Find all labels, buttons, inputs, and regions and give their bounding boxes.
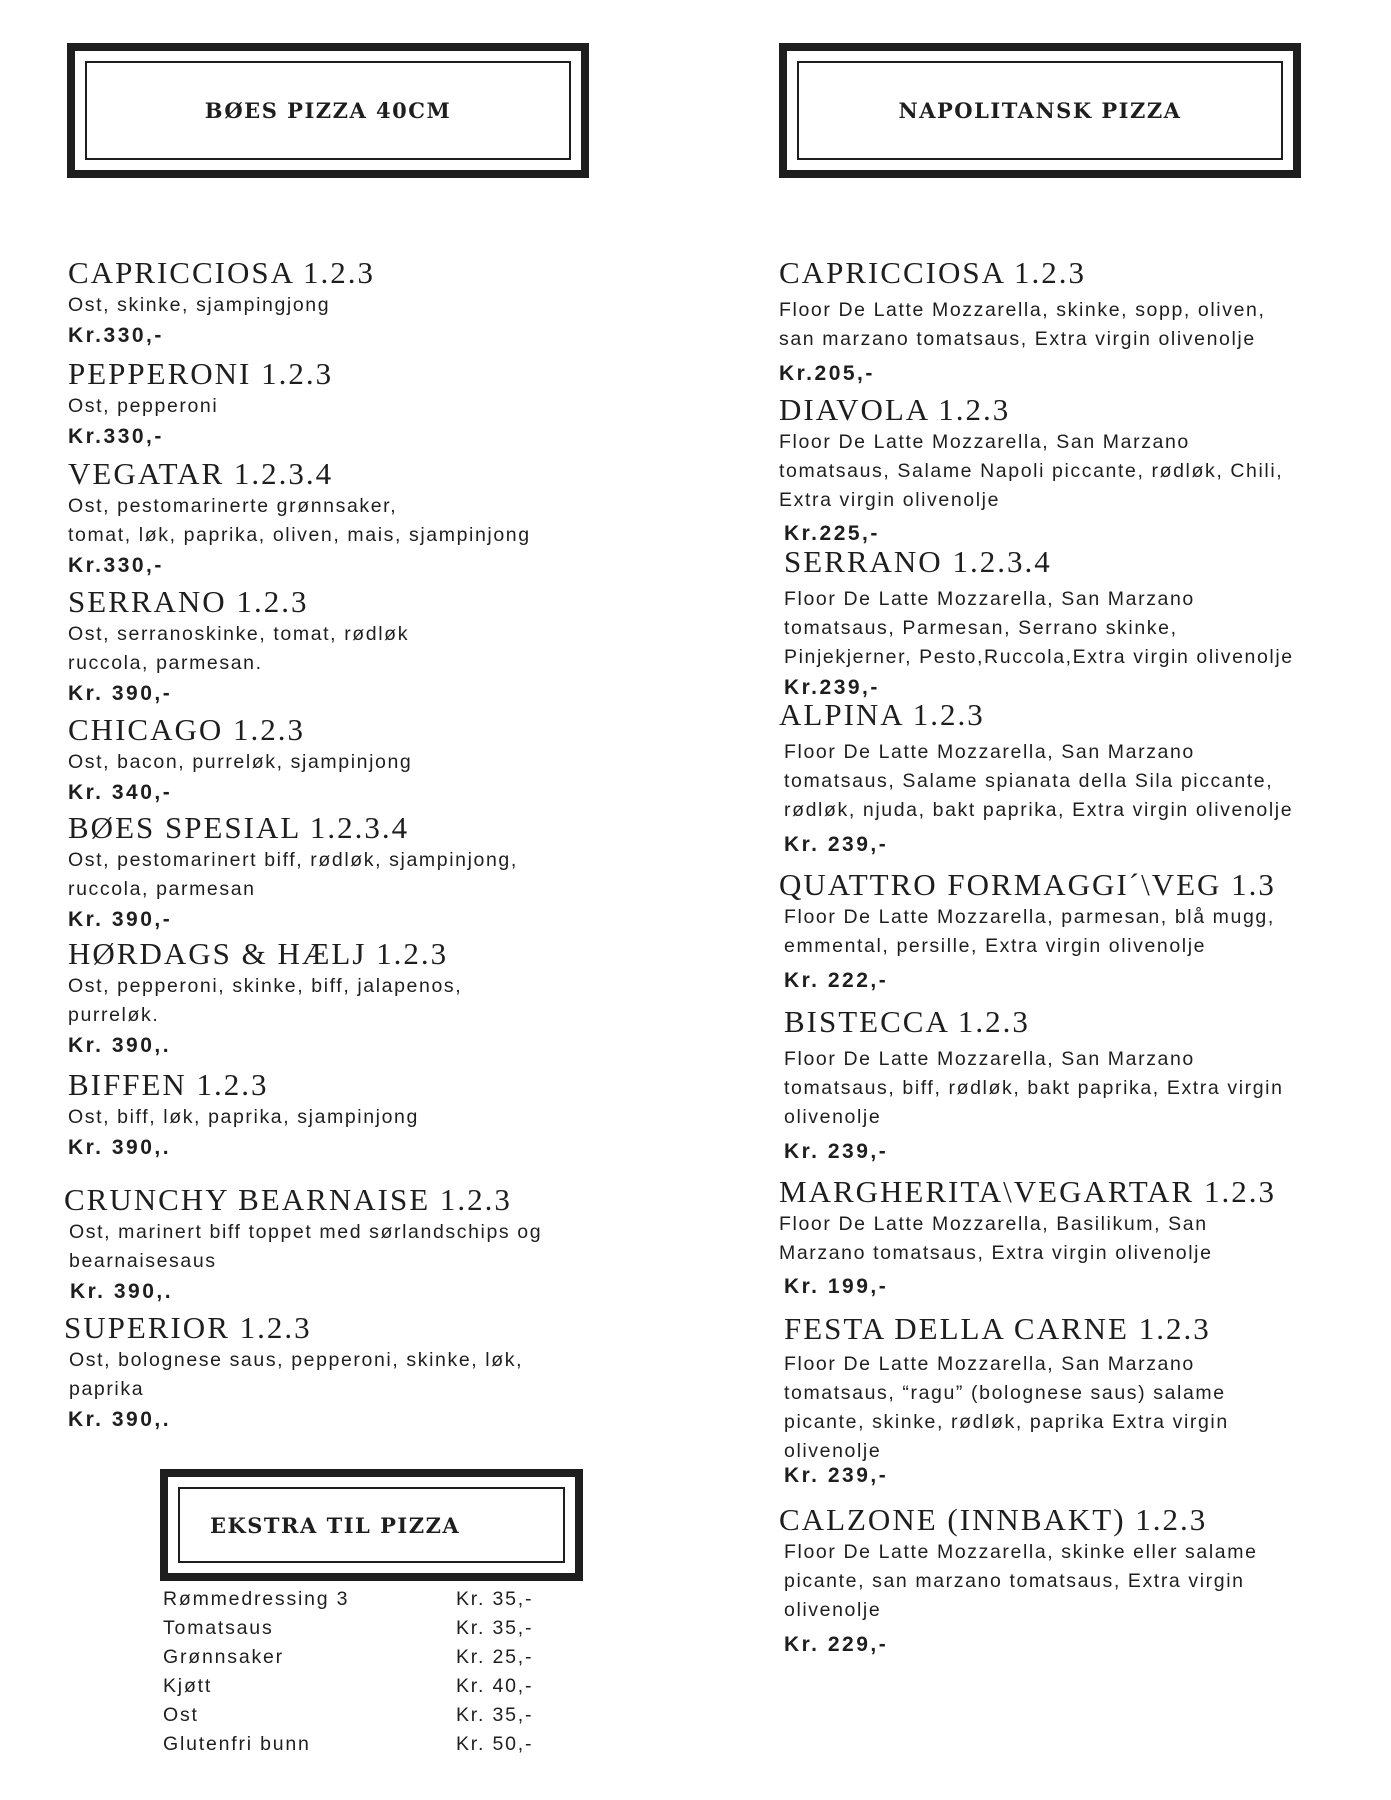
menu-item [68, 457, 531, 580]
item-price: Kr.330,- [68, 554, 164, 577]
item-description: Floor De Latte Mozzarella, parmesan, blå mugg, emmental, persille, Extra virgin olivenolje [784, 906, 1275, 957]
extras-row [163, 1733, 583, 1762]
extra-label: Tomatsaus [163, 1617, 274, 1639]
item-price: Kr. 239,- [784, 833, 889, 856]
item-price: Kr. 229,- [784, 1633, 889, 1656]
menu-item [779, 698, 1293, 859]
item-description: Floor De Latte Mozzarella, San Marzano tomatsaus, Parmesan, Serrano skinke, Pinjekjerner, Pesto,Ruccola,Extra virgin olivenolje [784, 588, 1294, 668]
item-name: BISTECCA 1.2.3 [784, 1004, 1030, 1039]
item-description: Floor De Latte Mozzarella, San Marzano tomatsaus, Salame Napoli piccante, rødløk, Chili, Extra virgin olivenolje [779, 431, 1284, 511]
item-price: Kr. 340,- [68, 781, 173, 804]
item-name: SERRANO 1.2.3 [68, 584, 309, 619]
extras-row [163, 1588, 583, 1617]
item-description: Ost, serranoskinke, tomat, rødløk ruccola, parmesan. [68, 623, 410, 674]
menu-item [68, 811, 518, 934]
extra-label: Rømmedressing 3 [163, 1588, 350, 1610]
extra-label: Grønnsaker [163, 1646, 284, 1668]
left-header-title: BØES PIZZA 40CM [204, 98, 452, 123]
item-description: Ost, pestomarinerte grønnsaker, tomat, løk, paprika, oliven, mais, sjampinjong [68, 495, 531, 546]
menu-item [779, 868, 1276, 995]
menu-item [779, 256, 1266, 388]
item-description: Ost, pepperoni, skinke, biff, jalapenos, purreløk. [68, 975, 463, 1026]
extra-label: Glutenfri bunn [163, 1733, 311, 1755]
item-price: Kr. 239,- [784, 1140, 889, 1163]
item-name: BIFFEN 1.2.3 [68, 1067, 269, 1102]
item-price: Kr. 390,- [68, 682, 173, 705]
item-name: VEGATAR 1.2.3.4 [68, 456, 334, 491]
right-header-frame [779, 43, 1301, 178]
item-price: Kr.225,- [784, 522, 880, 545]
item-price: Kr. 390,- [68, 908, 173, 931]
item-name: CALZONE (INNBAKT) 1.2.3 [779, 1502, 1208, 1537]
extras-row [163, 1646, 583, 1675]
item-description: Ost, biff, løk, paprika, sjampinjong [68, 1106, 419, 1128]
extra-label: Ost [163, 1704, 199, 1726]
item-name: QUATTRO FORMAGGI´\VEG 1.3 [779, 867, 1276, 902]
item-price: Kr. 199,- [784, 1275, 889, 1298]
item-name: BØES SPESIAL 1.2.3.4 [68, 810, 410, 845]
item-price: Kr. 222,- [784, 969, 889, 992]
menu-item [68, 256, 375, 350]
extra-price: Kr. 35,- [456, 1617, 534, 1639]
extra-price: Kr. 50,- [456, 1733, 534, 1755]
item-name: CAPRICCIOSA 1.2.3 [68, 255, 376, 290]
menu-item [779, 393, 1283, 548]
extras-header-frame [160, 1469, 583, 1581]
item-name: FESTA DELLA CARNE 1.2.3 [784, 1311, 1211, 1346]
item-description: Ost, bolognese saus, pepperoni, skinke, løk, paprika [69, 1349, 524, 1400]
menu-item [68, 1068, 419, 1162]
item-price: Kr.239,- [784, 676, 880, 699]
item-name: CHICAGO 1.2.3 [68, 712, 305, 747]
item-price: Kr. 390,. [68, 1408, 172, 1431]
left-header-frame [67, 43, 589, 178]
item-name: HØRDAGS & HÆLJ 1.2.3 [68, 936, 449, 971]
extras-list [163, 1588, 583, 1762]
menu-item [68, 937, 462, 1060]
item-name: SUPERIOR 1.2.3 [64, 1310, 312, 1345]
menu-item [784, 1312, 1229, 1490]
extras-row [163, 1675, 583, 1704]
item-description: Floor De Latte Mozzarella, San Marzano tomatsaus, “ragu” (bolognese saus) salame picante, skinke, rødløk, paprika Extra virgin olivenolje [784, 1353, 1229, 1462]
menu-item [784, 545, 1294, 702]
item-name: CAPRICCIOSA 1.2.3 [779, 255, 1087, 290]
item-description: Ost, marinert biff toppet med sørlandschips og bearnaisesaus [69, 1221, 543, 1272]
left-header-inner-border [85, 61, 571, 160]
item-name: SERRANO 1.2.3.4 [784, 544, 1052, 579]
right-header-title: NAPOLITANSK PIZZA [898, 98, 1182, 123]
item-description: Floor De Latte Mozzarella, skinke eller salame picante, san marzano tomatsaus, Extra virgin olivenolje [784, 1541, 1258, 1621]
item-price: Kr.330,- [68, 324, 164, 347]
extra-price: Kr. 35,- [456, 1704, 534, 1726]
item-description: Ost, pestomarinert biff, rødløk, sjampinjong, ruccola, parmesan [68, 849, 518, 900]
extras-header-title: EKSTRA TIL PIZZA [210, 1512, 461, 1538]
item-description: Floor De Latte Mozzarella, Basilikum, San Marzano tomatsaus, Extra virgin olivenolje [779, 1213, 1213, 1264]
menu-item [68, 357, 333, 451]
item-price: Kr. 239,- [784, 1464, 889, 1487]
right-header-inner-border [797, 61, 1283, 160]
item-price: Kr.205,- [779, 362, 875, 385]
item-name: DIAVOLA 1.2.3 [779, 392, 1011, 427]
item-name: MARGHERITA\VEGARTAR 1.2.3 [779, 1174, 1276, 1209]
menu-item [68, 585, 409, 708]
item-name: PEPPERONI 1.2.3 [68, 356, 334, 391]
item-description: Floor De Latte Mozzarella, skinke, sopp, oliven, san marzano tomatsaus, Extra virgin olivenolje [779, 299, 1266, 350]
extras-row [163, 1617, 583, 1646]
menu-item [64, 1183, 542, 1306]
item-price: Kr.330,- [68, 425, 164, 448]
item-price: Kr. 390,. [68, 1136, 172, 1159]
extras-row [163, 1704, 583, 1733]
extra-price: Kr. 25,- [456, 1646, 534, 1668]
item-description: Floor De Latte Mozzarella, San Marzano tomatsaus, biff, rødløk, bakt paprika, Extra virgin olivenolje [784, 1048, 1284, 1128]
extra-label: Kjøtt [163, 1675, 213, 1697]
extra-price: Kr. 35,- [456, 1588, 534, 1610]
item-price: Kr. 390,. [68, 1034, 172, 1057]
menu-item [779, 1175, 1276, 1301]
menu-item [68, 713, 412, 807]
item-name: ALPINA 1.2.3 [779, 697, 985, 732]
item-description: Floor De Latte Mozzarella, San Marzano tomatsaus, Salame spianata della Sila piccante, rødløk, njuda, bakt paprika, Extra virgin olivenolje [784, 741, 1294, 821]
item-description: Ost, pepperoni [68, 395, 219, 417]
extra-price: Kr. 40,- [456, 1675, 534, 1697]
item-name: CRUNCHY BEARNAISE 1.2.3 [64, 1182, 512, 1217]
item-description: Ost, bacon, purreløk, sjampinjong [68, 751, 413, 773]
item-description: Ost, skinke, sjampingjong [68, 294, 331, 316]
extras-header-inner-border [178, 1487, 565, 1563]
menu-item [64, 1311, 523, 1434]
menu-item [779, 1503, 1258, 1659]
menu-item [784, 1005, 1284, 1166]
item-price: Kr. 390,. [70, 1280, 174, 1303]
